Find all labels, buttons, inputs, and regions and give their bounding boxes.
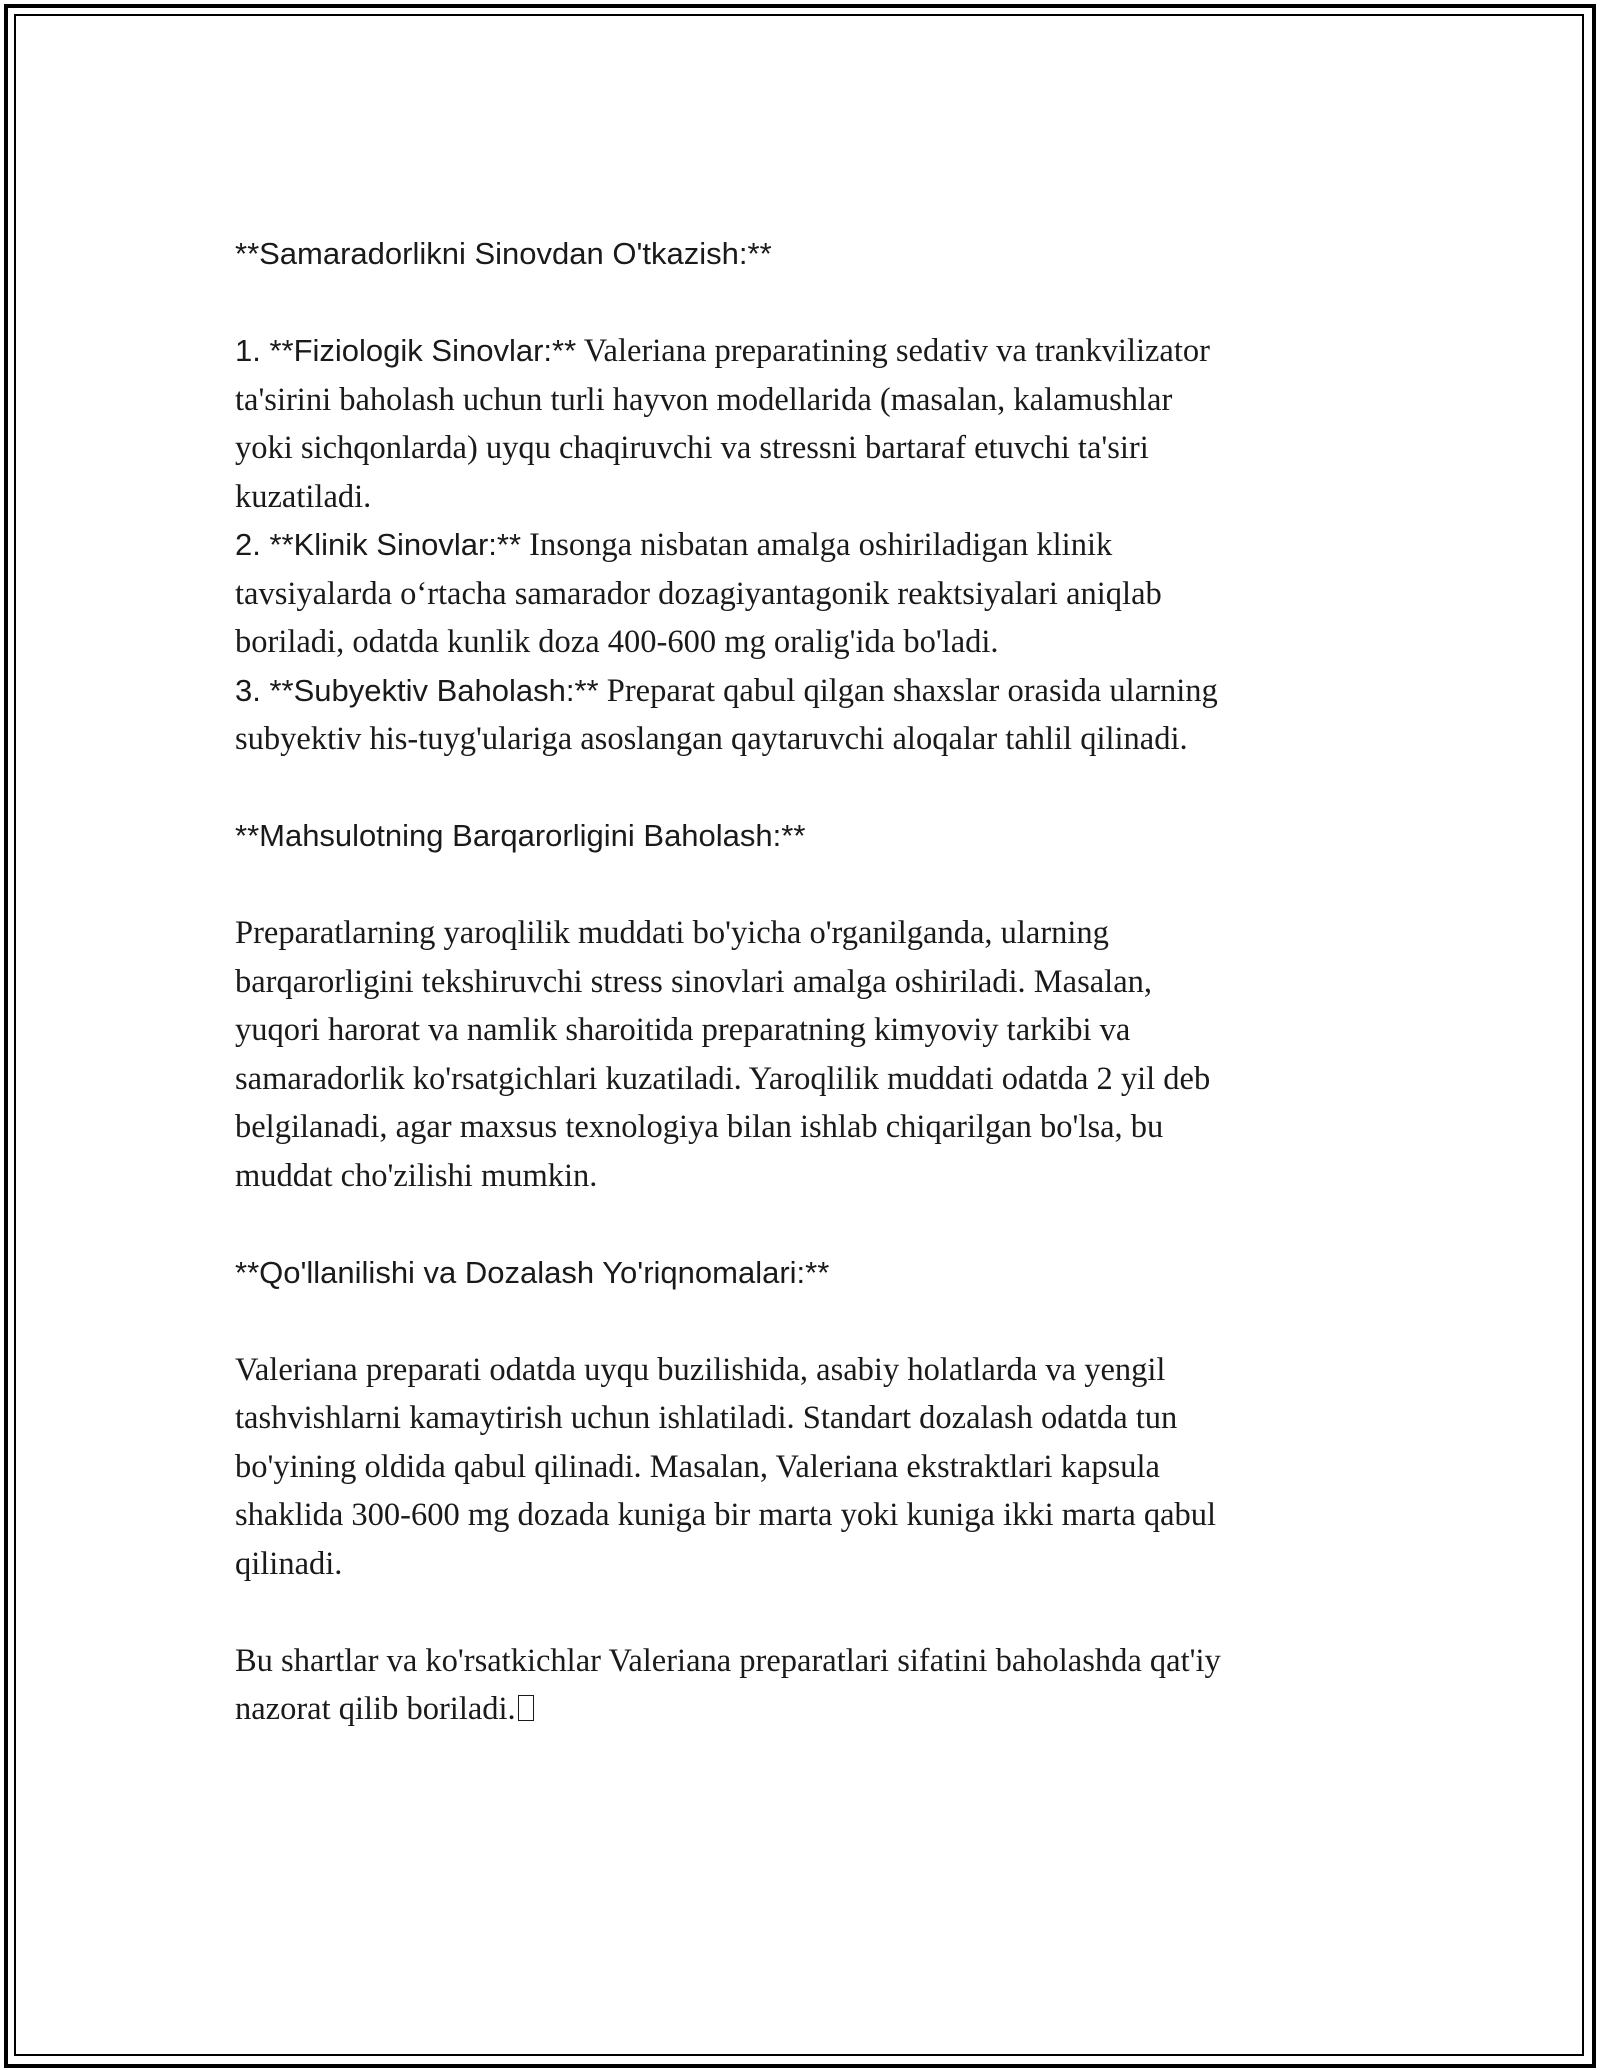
closing-paragraph-text: nazorat qilib boriladi.	[235, 1691, 516, 1727]
stability-paragraph-line-6: muddat cho'zilishi mumkin.	[235, 1157, 598, 1194]
list-item-subjective-prefix: 3. **Subyektiv Baholash:**	[235, 672, 599, 708]
stability-paragraph-line-2: barqarorligini tekshiruvchi stress sinovlari amalga oshiriladi. Masalan,	[235, 963, 1152, 1000]
list-item-clinical-line-1	[235, 521, 1395, 570]
blank-line	[235, 861, 1395, 910]
list-item-clinical-line-2: tavsiyalarda o‘rtacha samarador dozagiyantagonik reaktsiyalari aniqlab	[235, 575, 1162, 612]
closing-paragraph-line-2	[235, 1685, 1395, 1734]
document-body	[235, 230, 1395, 1734]
blank-line	[235, 1297, 1395, 1346]
blank-line	[235, 764, 1395, 813]
usage-paragraph-line-3: bo'yining oldida qabul qilinadi. Masalan, Valeriana ekstraktlari kapsula	[235, 1448, 1160, 1485]
list-item-physiological-prefix: 1. **Fiziologik Sinovlar:**	[235, 333, 577, 368]
list-item-physiological-line-1	[235, 327, 1395, 376]
list-item-physiological-line-2: ta'sirini baholash uchun turli hayvon modellarida (masalan, kalamushlar	[235, 381, 1173, 418]
stability-paragraph-line-4: samaradorlik ko'rsatgichlari kuzatiladi. Yaroqlilik muddati odatda 2 yil deb	[235, 1060, 1211, 1097]
section-heading-efficacy-testing: **Samaradorlikni Sinovdan O'tkazish:**	[235, 236, 772, 271]
list-item-clinical-prefix: 2. **Klinik Sinovlar:**	[235, 527, 522, 562]
usage-paragraph-line-5: qilinadi.	[235, 1545, 343, 1582]
usage-paragraph-line-2: tashvishlarni kamaytirish uchun ishlatiladi. Standart dozalash odatda tun	[235, 1400, 1178, 1436]
blank-line	[235, 279, 1395, 328]
list-item-subjective-text: Preparat qabul qilgan shaxslar orasida ularning	[598, 672, 1218, 709]
section-heading-stability-assessment: **Mahsulotning Barqarorligini Baholash:**	[235, 818, 806, 853]
list-item-clinical-text: Insonga nisbatan amalga oshiriladigan klinik	[521, 527, 1113, 563]
list-item-physiological-line-3: yoki sichqonlarda) uyqu chaqiruvchi va stressni bartaraf etuvchi ta'siri	[235, 430, 1149, 466]
list-item-physiological-text: Valeriana preparatining sedativ va trankvilizator	[576, 333, 1210, 369]
stability-paragraph-line-3: yuqori harorat va namlik sharoitida preparatning kimyoviy tarkibi va	[235, 1012, 1131, 1048]
blank-line	[235, 1588, 1395, 1637]
list-item-subjective-line-1	[235, 667, 1395, 716]
stability-paragraph-line-5: belgilanadi, agar maxsus texnologiya bilan ishlab chiqarilgan bo'lsa, bu	[235, 1109, 1164, 1145]
blank-line	[235, 1200, 1395, 1249]
usage-paragraph-line-4: shaklida 300-600 mg dozada kuniga bir marta yoki kuniga ikki marta qabul	[235, 1497, 1217, 1533]
list-item-subjective-line-2: subyektiv his-tuyg'ulariga asoslangan qaytaruvchi aloqalar tahlil qilinadi.	[235, 721, 1188, 757]
list-item-physiological-line-4: kuzatiladi.	[235, 478, 372, 515]
closing-paragraph-line-1: Bu shartlar va ko'rsatkichlar Valeriana preparatlari sifatini baholashda qat'iy	[235, 1642, 1221, 1679]
usage-paragraph-line-1: Valeriana preparati odatda uyqu buzilishida, asabiy holatlarda va yengil	[235, 1351, 1166, 1388]
missing-glyph-box-icon	[518, 1695, 534, 1721]
section-heading-usage-dosage: **Qo'llanilishi va Dozalash Yo'riqnomalari:**	[235, 1254, 830, 1290]
stability-paragraph-line-1: Preparatlarning yaroqlilik muddati bo'yicha o'rganilganda, ularning	[235, 915, 1109, 951]
list-item-clinical-line-3: boriladi, odatda kunlik doza 400-600 mg oralig'ida bo'ladi.	[235, 624, 999, 660]
